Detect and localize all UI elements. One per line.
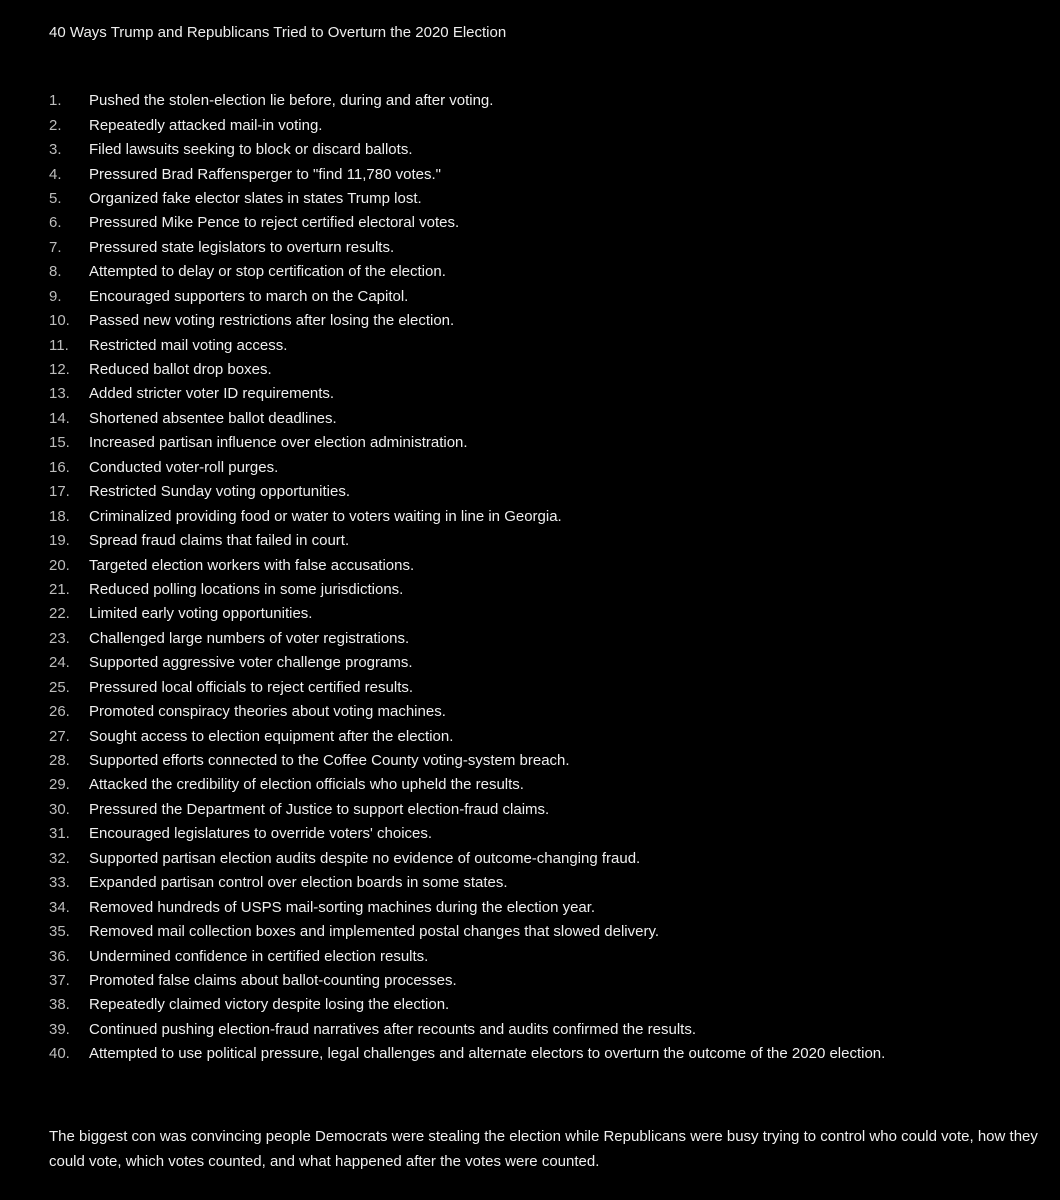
list-item [49,553,885,577]
list-item-text: Shortened absentee ballot deadlines. [89,409,337,427]
list-item-number: 20. [49,556,70,574]
list-item-number: 37. [49,971,70,989]
list-item [49,651,885,675]
list-item-number: 14. [49,409,70,427]
list-item [49,969,885,993]
list-item-number: 30. [49,800,70,818]
list-item [49,211,885,235]
list-item-number: 18. [49,507,70,525]
list-item [49,602,885,626]
list-item-text: Repeatedly claimed victory despite losing the election. [89,996,450,1014]
list-item-text: Continued pushing election-fraud narratives after recounts and audits confirmed the results. [89,1020,697,1038]
list-item [49,700,885,724]
list-item-text: Repeatedly attacked mail-in voting. [89,116,323,134]
list-item-text: Supported partisan election audits despite no evidence of outcome-changing fraud. [89,849,641,867]
list-item [49,1018,885,1042]
closing-paragraph: The biggest con was convincing people Democrats were stealing the election while Republicans were busy trying to control who could vote, how they could vote, which votes counted, and what happened after the votes were counted. [49,1128,1038,1170]
list-item [49,431,885,455]
list-item-number: 35. [49,923,70,941]
list-item [49,920,885,944]
list-item-number: 29. [49,776,70,794]
list-item-number: 38. [49,996,70,1014]
list-item [49,309,885,333]
list-item-text: Increased partisan influence over election administration. [89,434,468,452]
list-item-number: 9. [49,287,62,305]
list-item-text: Pressured Mike Pence to reject certified electoral votes. [89,214,460,232]
list-item-text: Restricted mail voting access. [89,336,288,354]
list-item-text: Pressured the Department of Justice to support election-fraud claims. [89,800,550,818]
list-item-text: Supported aggressive voter challenge programs. [89,654,413,672]
list-item-number: 17. [49,483,70,501]
list-item-number: 22. [49,605,70,623]
list-item-text: Limited early voting opportunities. [89,605,313,623]
list-item-number: 32. [49,849,70,867]
list-item-number: 21. [49,580,70,598]
list-item-text: Organized fake elector slates in states Trump lost. [89,189,422,207]
list-item [49,480,885,504]
list-item-text: Pushed the stolen-election lie before, during and after voting. [89,92,494,110]
list-item-text: Expanded partisan control over election boards in some states. [89,874,508,892]
list-item [49,504,885,528]
list-item-text: Attempted to use political pressure, legal challenges and alternate electors to overturn the outcome of the 2020 election. [89,1045,886,1063]
list-item-number: 15. [49,434,70,452]
list-item [49,1042,885,1066]
list-item-text: Pressured Brad Raffensperger to "find 11,780 votes." [89,165,441,183]
list-item-text: Passed new voting restrictions after losing the election. [89,312,455,330]
list-item-text: Removed hundreds of USPS mail-sorting machines during the election year. [89,898,596,916]
list-item-number: 31. [49,825,70,843]
list-item-text: Encouraged legislatures to override voters' choices. [89,825,433,843]
list-item [49,847,885,871]
list-item-number: 25. [49,678,70,696]
list-item-number: 12. [49,361,70,379]
list-item-number: 39. [49,1020,70,1038]
list-item-number: 27. [49,727,70,745]
list-item-number: 19. [49,532,70,550]
list-item-number: 10. [49,312,70,330]
list-item-text: Reduced polling locations in some jurisdictions. [89,580,404,598]
list-item [49,773,885,797]
list-item-number: 13. [49,385,70,403]
list-item-number: 6. [49,214,62,232]
list-item [49,138,885,162]
list-item-text: Attempted to delay or stop certification of the election. [89,263,446,281]
list-item-text: Conducted voter-roll purges. [89,458,279,476]
list-item-text: Criminalized providing food or water to voters waiting in line in Georgia. [89,507,562,525]
list-item [49,822,885,846]
list-item [49,187,885,211]
list-item-number: 3. [49,141,62,159]
list-item-number: 26. [49,703,70,721]
list-item-text: Promoted conspiracy theories about voting machines. [89,703,446,721]
list-item-text: Undermined confidence in certified election results. [89,947,429,965]
list-item-number: 8. [49,263,62,281]
list-item-text: Challenged large numbers of voter registrations. [89,629,410,647]
list-item-text: Targeted election workers with false accusations. [89,556,415,574]
list-item [49,993,885,1017]
list-item-text: Sought access to election equipment after the election. [89,727,454,745]
list-item [49,944,885,968]
list-item-number: 23. [49,629,70,647]
list-item-text: Spread fraud claims that failed in court. [89,532,350,550]
list-item [49,871,885,895]
list-item [49,798,885,822]
list-item [49,724,885,748]
list-item [49,749,885,773]
list-item [49,236,885,260]
list-item-number: 11. [49,336,69,354]
list-item-text: Encouraged supporters to march on the Capitol. [89,287,409,305]
list-item [49,627,885,651]
list-item-number: 7. [49,238,62,256]
list-item-text: Reduced ballot drop boxes. [89,361,272,379]
list-item [49,89,885,113]
list-item-text: Added stricter voter ID requirements. [89,385,335,403]
list-item [49,407,885,431]
list-item-number: 34. [49,898,70,916]
list-item-number: 5. [49,189,62,207]
numbered-list [49,89,885,1067]
list-item-number: 36. [49,947,70,965]
list-item-number: 16. [49,458,70,476]
list-item-text: Restricted Sunday voting opportunities. [89,483,350,501]
list-item-text: Attacked the credibility of election officials who upheld the results. [89,776,524,794]
list-item [49,113,885,137]
list-item [49,285,885,309]
list-item [49,162,885,186]
list-item [49,456,885,480]
list-item-text: Pressured local officials to reject certified results. [89,678,414,696]
list-item [49,895,885,919]
list-item-number: 28. [49,752,70,770]
list-item [49,578,885,602]
list-item [49,333,885,357]
list-item-text: Supported efforts connected to the Coffee County voting-system breach. [89,752,570,770]
list-item [49,358,885,382]
list-item-number: 33. [49,874,70,892]
list-item-number: 1. [49,92,62,110]
list-item [49,529,885,553]
list-item [49,382,885,406]
list-item-number: 24. [49,654,70,672]
list-item-text: Removed mail collection boxes and implemented postal changes that slowed delivery. [89,923,660,941]
list-item-text: Pressured state legislators to overturn results. [89,238,395,256]
list-item-number: 40. [49,1045,70,1063]
list-item [49,260,885,284]
list-item-number: 2. [49,116,62,134]
list-item [49,676,885,700]
document-title: 40 Ways Trump and Republicans Tried to Overturn the 2020 Election [49,24,507,41]
list-item-number: 4. [49,165,62,183]
list-item-text: Promoted false claims about ballot-counting processes. [89,971,457,989]
list-item-text: Filed lawsuits seeking to block or discard ballots. [89,141,413,159]
